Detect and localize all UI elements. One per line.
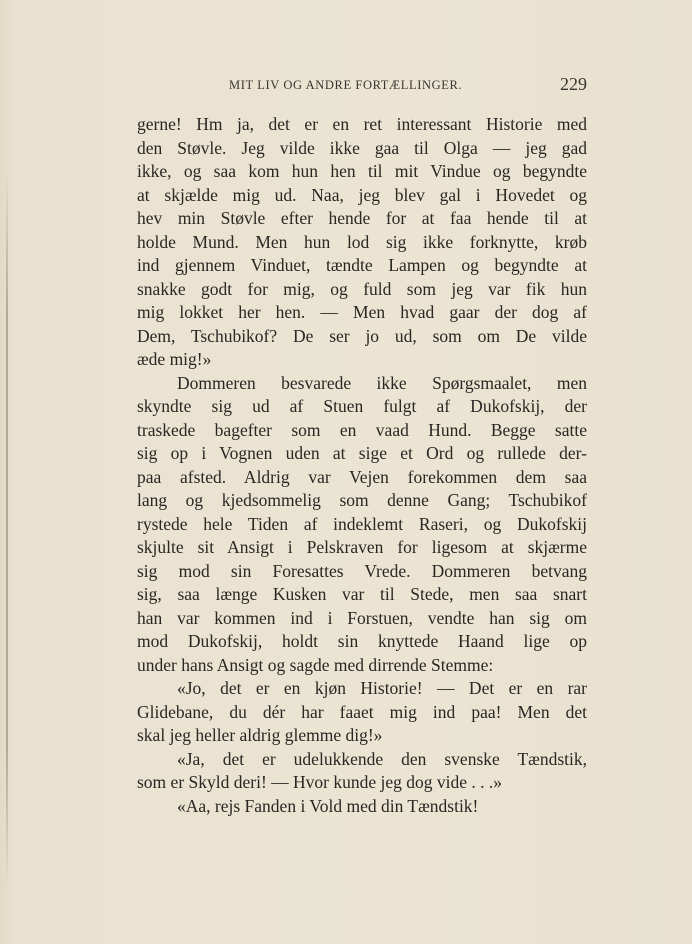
text-line: den Støvle. Jeg vilde ikke gaa til Olga — jeg gad [137,137,587,158]
text-line: «Jo, det er en kjøn Historie! — Det er en rar [177,678,587,698]
text-line: Glidebane, du dér har faaet mig ind paa! Men det [137,701,587,722]
text-line: sig op i Vognen uden at sige et Ord og rullede der- [137,443,587,463]
text-line: «Aa, rejs Fanden i Vold med din Tændstik! [177,795,479,816]
text-line: ikke, og saa kom hun hen til mit Vindue og begyndte [137,161,587,181]
text-line: mig lokket her hen. — Men hvad gaar der dog af [137,302,587,322]
text-line: sig, saa længe Kusken var til Stede, men saa snart [137,584,587,604]
text-line: under hans Ansigt og sagde med dirrende Stemme: [137,654,494,675]
text-line: han var kommen ind i Forstuen, vendte han sig om [137,607,587,628]
text-line: paa afsted. Aldrig var Vejen forekommen dem saa [137,466,587,487]
text-line: holde Mund. Men hun lod sig ikke forknytte, krøb [137,231,587,252]
text-line: hev min Støvle efter hende for at faa hende til at [137,208,587,228]
text-line: Dem, Tschubikof? De ser jo ud, som om De vilde [137,325,587,346]
text-line: rystede hele Tiden af indeklemt Raseri, og Dukofskij [137,513,587,534]
page-number: 229 [560,74,587,94]
body-text [137,113,587,818]
text-line: mod Dukofskij, holdt sin knyttede Haand lige op [137,631,587,651]
text-line: gerne! Hm ja, det er en ret interessant Historie med [137,114,587,134]
running-header [137,76,587,96]
text-line: skjulte sit Ansigt i Pelskraven for ligesom at skjærme [137,537,587,557]
page-edge-shadow [6,170,8,890]
text-line: at skjælde mig ud. Naa, jeg blev gal i Hovedet og [137,184,587,205]
text-line: ind gjennem Vinduet, tændte Lampen og begyndte at [137,255,587,275]
text-line: snakke godt for mig, og fuld som jeg var fik hun [137,278,587,299]
text-line: som er Skyld deri! — Hvor kunde jeg dog vide . . .» [137,772,503,792]
text-line: «Ja, det er udelukkende den svenske Tændstik, [177,748,587,769]
text-line: traskede bagefter som en vaad Hund. Begge satte [137,419,587,440]
text-line: sig mod sin Foresattes Vrede. Dommeren betvang [137,560,587,581]
text-line: æde mig!» [137,349,212,369]
running-title: MIT LIV OG ANDRE FORTÆLLINGER. [229,78,463,92]
text-line: skyndte sig ud af Stuen fulgt af Dukofskij, der [137,396,587,416]
text-line: lang og kjedsommelig som denne Gang; Tschubikof [137,490,587,510]
text-line: skal jeg heller aldrig glemme dig!» [137,725,383,745]
text-line: Dommeren besvarede ikke Spørgsmaalet, men [177,372,587,393]
